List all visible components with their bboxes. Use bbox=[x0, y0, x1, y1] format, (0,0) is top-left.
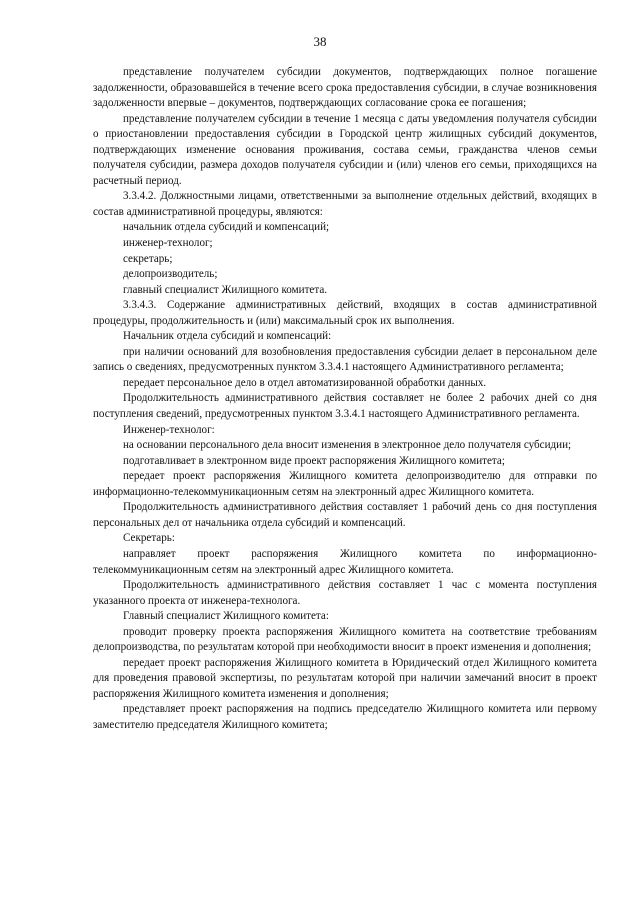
paragraph: представление получателем субсидии в течение 1 месяца с даты уведомления получателя субсидии о приостановлении предоставления субсидии в Городской центр жилищных субсидий документов, подтверждающих изменение основания проживания, состава семьи, гражданства членов семьи получателя субсидии, размера доходов получателя субсидии и (или) членов его семьи, приходящихся на расчетный период. bbox=[93, 112, 597, 187]
paragraph: направляет проект распоряжения Жилищного комитета по информационно-телекоммуникационным сетям на электронный адрес Жилищного комитета. bbox=[93, 547, 597, 576]
paragraph: 3.3.4.2. Должностными лицами, ответственными за выполнение отдельных действий, входящих в состав административной процедуры, являются: bbox=[93, 190, 597, 218]
paragraph: представляет проект распоряжения на подпись председателю Жилищного комитета или первому заместителю председателя Жилищного комитета; bbox=[93, 703, 597, 731]
role-heading: Секретарь: bbox=[123, 532, 175, 545]
paragraph: представление получателем субсидии документов, подтверждающих полное погашение задолженности, образовавшейся в течение всего срока предоставления субсидии, в случае возникновения задолженности впервые – документов, подтверждающих согласование срока ее погашения; bbox=[93, 66, 597, 110]
paragraph: передает проект распоряжения Жилищного комитета делопроизводителю для отправки по информационно-телекоммуникационным сетям на электронный адрес Жилищного комитета. bbox=[93, 470, 597, 498]
list-item: секретарь; bbox=[123, 252, 173, 265]
paragraph: Продолжительность административного действия составляет 1 рабочий день со дня поступления персональных дел от начальника отдела субсидий и компенсаций. bbox=[93, 501, 597, 529]
list-item: инженер-технолог; bbox=[123, 237, 213, 250]
paragraph: передает проект распоряжения Жилищного комитета в Юридический отдел Жилищного комитета для проведения правовой экспертизы, по результатам которой при наличии замечаний вносит в проект распоряжения Жилищного комитета изменения и дополнения; bbox=[93, 656, 597, 700]
paragraph: передает персональное дело в отдел автоматизированной обработки данных. bbox=[123, 376, 487, 389]
paragraph: Продолжительность административного действия составляет 1 час с момента поступления указанного проекта от инженера-технолога. bbox=[93, 579, 597, 607]
paragraph: подготавливает в электронном виде проект распоряжения Жилищного комитета; bbox=[123, 454, 505, 467]
paragraph: 3.3.4.3. Содержание административных действий, входящих в состав административной процедуры, продолжительность и (или) максимальный срок их выполнения. bbox=[93, 299, 597, 327]
document-body bbox=[93, 65, 597, 734]
paragraph: на основании персонального дела вносит изменения в электронное дело получателя субсидии; bbox=[123, 439, 572, 452]
role-heading: Начальник отдела субсидий и компенсаций: bbox=[123, 330, 332, 343]
list-item: делопроизводитель; bbox=[123, 268, 218, 281]
list-item: начальник отдела субсидий и компенсаций; bbox=[123, 221, 330, 234]
role-heading: Главный специалист Жилищного комитета: bbox=[123, 610, 329, 623]
paragraph: Продолжительность административного действия составляет не более 2 рабочих дней со дня поступления сведений, предусмотренных пунктом 3.3.4.1 настоящего Административного регламента. bbox=[93, 392, 597, 421]
page-number: 38 bbox=[313, 34, 327, 49]
list-item: главный специалист Жилищного комитета. bbox=[123, 283, 328, 296]
paragraph: проводит проверку проекта распоряжения Жилищного комитета на соответствие требованиям делопроизводства, по результатам которой при необходимости вносит в проект изменения и дополнения; bbox=[93, 625, 597, 654]
paragraph: при наличии оснований для возобновления предоставления субсидии делает в персональном деле запись о сведениях, предусмотренных пунктом 3.3.4.1 настоящего Административного регламента; bbox=[93, 345, 597, 374]
role-heading: Инженер-технолог: bbox=[123, 423, 215, 436]
